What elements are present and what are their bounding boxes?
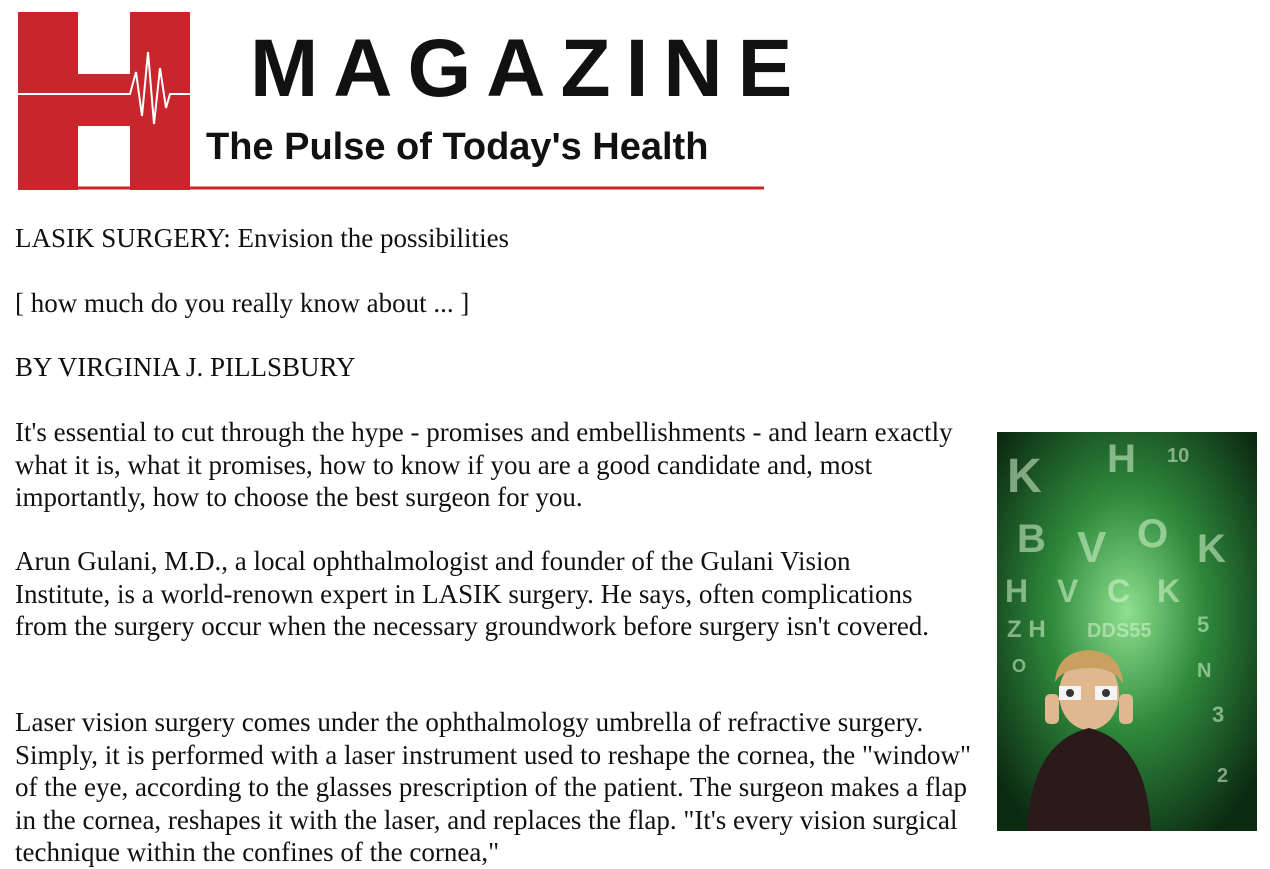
svg-text:5: 5 [1197,612,1210,637]
eye-chart-photo [997,432,1257,831]
svg-text:10: 10 [1167,445,1190,467]
svg-text:H: H [1107,437,1136,481]
article-paragraph-2: Arun Gulani, M.D., a local ophthalmologist and founder of the Gulani Vision Institute, is a world-renown expert in LASIK surgery. He says, often complications from the surgery occur when the necessary groundwork before surgery isn't covered. [15,546,930,641]
article-title: LASIK SURGERY: Envision the possibilities [15,223,510,253]
svg-text:V: V [1057,573,1079,609]
svg-text:K: K [1007,450,1042,503]
svg-text:O: O [1137,512,1169,556]
svg-text:3: 3 [1212,702,1225,727]
svg-text:N: N [1197,660,1212,682]
svg-text:Z H: Z H [1007,616,1046,643]
svg-text:K: K [1197,527,1226,571]
svg-text:B: B [1017,517,1046,561]
article-byline: BY VIRGINIA J. PILLSBURY [15,352,356,382]
magazine-tagline: The Pulse of Today's Health [206,126,709,168]
svg-text:O: O [1012,656,1027,676]
svg-text:DDS55: DDS55 [1087,620,1152,642]
article-kicker: [ how much do you really know about ... ] [15,288,470,318]
magazine-wordmark: MAGAZINE [250,23,808,114]
svg-text:2: 2 [1217,765,1229,787]
svg-text:K: K [1157,573,1181,609]
article-paragraph-1: It's essential to cut through the hype - promises and embellishments - and learn exactly what it is, what it promises, how to know if you are a good candidate and, most importantly, how to choose the best surgeon for you. [15,417,953,512]
article-paragraph-3: Laser vision surgery comes under the ophthalmology umbrella of refractive surgery. Simply, it is performed with a laser instrument used to reshape the cornea, the "window" of the eye, according to the glasses prescription of the patient. The surgeon makes a flap in the cornea, reshapes it with the laser, and replaces the flap. "It's every vision surgical technique within the confines of the cornea," [15,707,972,867]
svg-text:C: C [1107,573,1131,609]
svg-text:H: H [1005,573,1029,609]
svg-text:V: V [1077,523,1107,572]
magazine-logo [18,12,808,192]
